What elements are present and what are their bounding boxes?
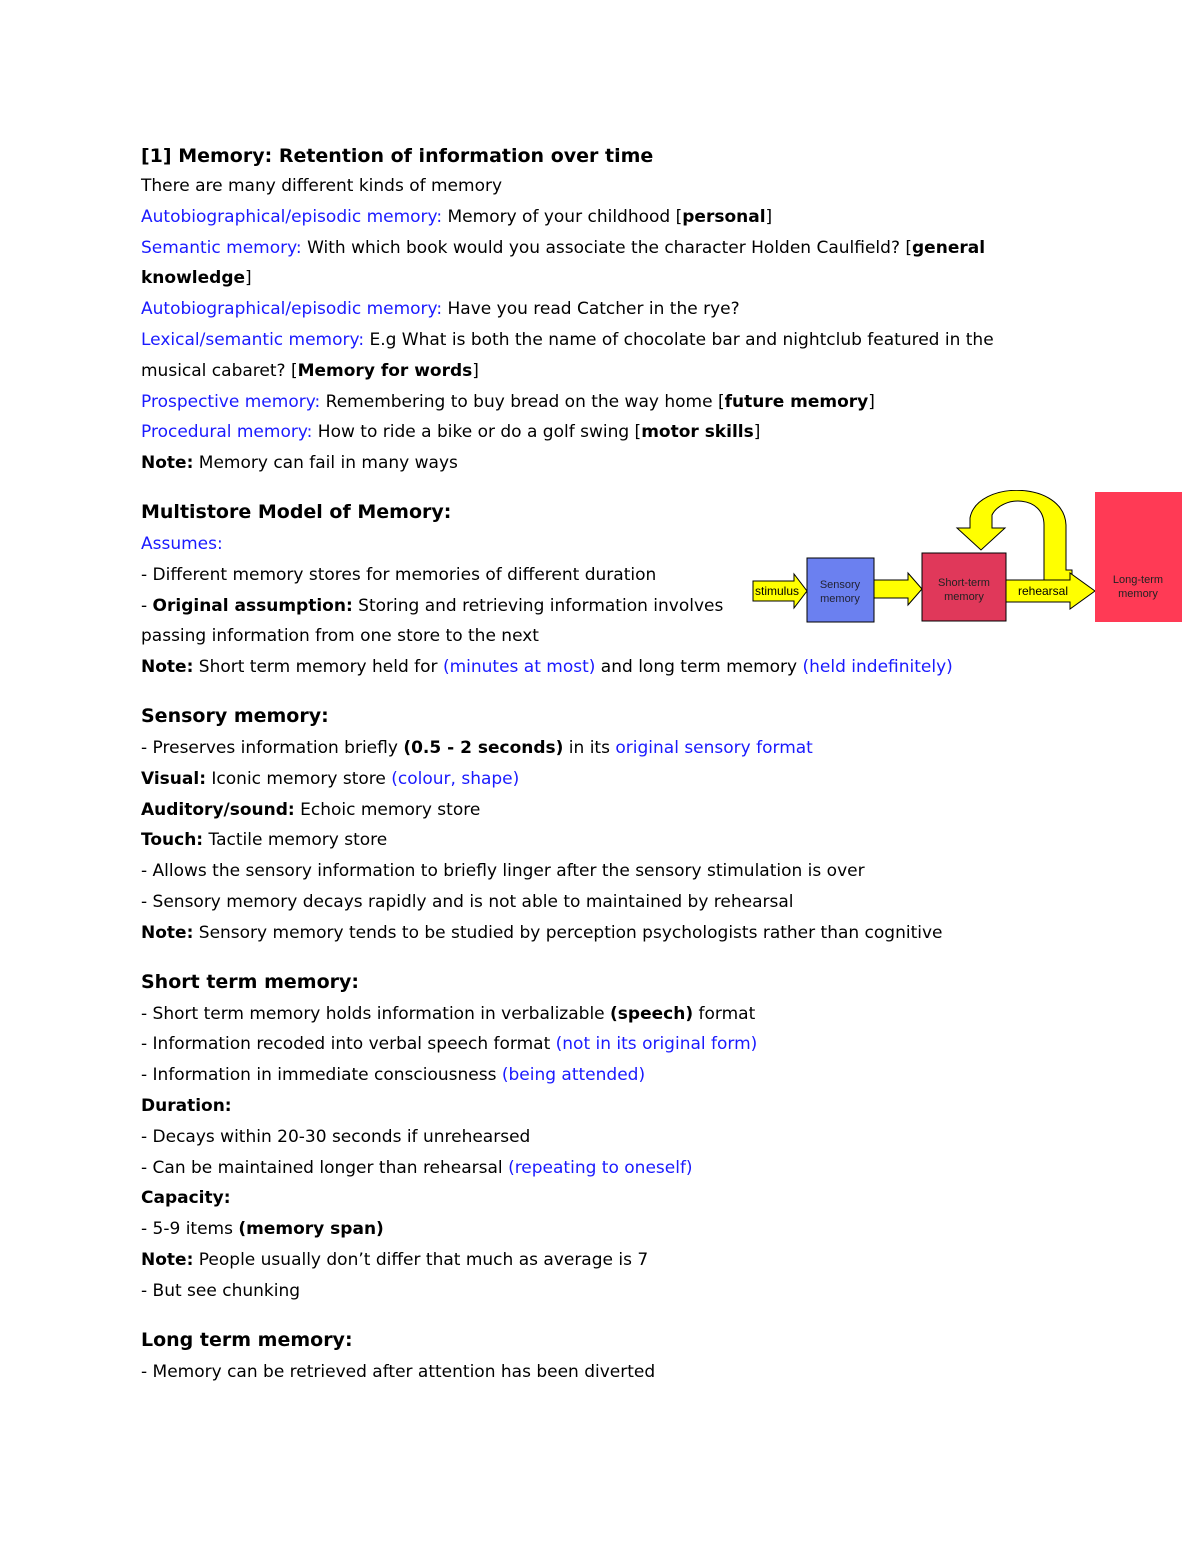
highlight: (not in its original form) bbox=[555, 1034, 758, 1055]
memory-type-text: Memory of your childhood bbox=[442, 206, 676, 227]
note-line bbox=[141, 1245, 1021, 1276]
duration-label-text: Duration: bbox=[141, 1095, 232, 1116]
intro-line: There are many different kinds of memory bbox=[141, 176, 503, 196]
text: - Preserves information briefly bbox=[141, 737, 404, 758]
memory-type-text: E.g What is both the name of chocolate bar and nightclub featured in the musical cabaret? bbox=[141, 329, 994, 381]
bracket: ] bbox=[765, 206, 773, 227]
duration-label bbox=[141, 1091, 1021, 1122]
memory-type-label: Procedural memory: bbox=[141, 422, 313, 443]
memory-type-tag: future memory bbox=[724, 391, 869, 412]
stm-line bbox=[141, 1060, 1021, 1091]
sensory-to-stm-arrow bbox=[874, 573, 922, 605]
ltm-line: - Memory can be retrieved after attention has been diverted bbox=[141, 1361, 656, 1382]
memory-type-label: Autobiographical/episodic memory: bbox=[141, 299, 443, 320]
memory-type-tag: motor skills bbox=[641, 422, 754, 443]
original-assumption-text: Storing and retrieving information involves passing information from one store to the next bbox=[141, 595, 724, 647]
memory-type-item bbox=[141, 294, 1021, 325]
bold-text: (memory span) bbox=[238, 1219, 384, 1240]
touch-label: Touch: bbox=[141, 830, 204, 851]
text: Tactile memory store bbox=[203, 830, 388, 851]
stimulus-label: stimulus bbox=[754, 584, 800, 598]
stm-line bbox=[141, 1029, 1021, 1060]
bracket: [ bbox=[290, 360, 298, 381]
note-line bbox=[141, 918, 1021, 949]
highlight: (repeating to oneself) bbox=[508, 1157, 693, 1178]
original-assumption-label: Original assumption: bbox=[152, 595, 353, 616]
sensory-label-line1: Sensory bbox=[819, 579, 861, 591]
bracket: ] bbox=[868, 391, 875, 412]
memory-type-label: Prospective memory: bbox=[141, 391, 321, 412]
dash: - bbox=[141, 595, 153, 616]
section-heading-multistore: Multistore Model of Memory: bbox=[141, 500, 452, 523]
note-highlight: (held indefinitely) bbox=[802, 657, 953, 678]
memory-type-item bbox=[141, 417, 1021, 448]
memory-type-item bbox=[141, 387, 1021, 418]
multistore-line: - Different memory stores for memories of different duration bbox=[141, 564, 657, 585]
memory-type-tag: personal bbox=[682, 206, 766, 227]
note-line bbox=[141, 652, 1021, 683]
bold-text: (speech) bbox=[610, 1003, 694, 1024]
note-label: Note: bbox=[141, 657, 194, 678]
multistore-line bbox=[141, 591, 731, 653]
memory-type-text: How to ride a bike or do a golf swing bbox=[312, 422, 635, 443]
visual-label: Visual: bbox=[141, 768, 207, 789]
text: Iconic memory store bbox=[206, 768, 392, 789]
stm-label-line2: memory bbox=[944, 591, 984, 603]
note-highlight: (minutes at most) bbox=[442, 657, 596, 678]
note-text: People usually don’t differ that much as average is 7 bbox=[193, 1249, 649, 1270]
ltm-label-line1: Long-term bbox=[1112, 574, 1164, 586]
sensory-line bbox=[141, 825, 1021, 856]
stm-line: - Decays within 20-30 seconds if unrehearsed bbox=[141, 1126, 531, 1147]
highlight: (being attended) bbox=[501, 1065, 646, 1086]
sensory-line bbox=[141, 764, 1021, 795]
memory-type-item bbox=[141, 202, 1021, 233]
sensory-line: - Allows the sensory information to briefly linger after the sensory stimulation is over bbox=[141, 861, 865, 882]
assumes-label: Assumes: bbox=[141, 533, 223, 554]
sensory-line: - Sensory memory decays rapidly and is not able to maintained by rehearsal bbox=[141, 891, 794, 912]
text: - Information recoded into verbal speech format bbox=[141, 1034, 556, 1055]
note-text: Sensory memory tends to be studied by perception psychologists rather than cognitive bbox=[193, 922, 943, 943]
note-text: Short term memory held for bbox=[193, 657, 443, 678]
memory-type-text: With which book would you associate the character Holden Caulfield? bbox=[301, 237, 906, 258]
sensory-line bbox=[141, 795, 1021, 826]
document-body bbox=[141, 141, 1021, 1387]
note-text: and long term memory bbox=[595, 657, 803, 678]
text: - Can be maintained longer than rehearsal bbox=[141, 1157, 509, 1178]
section-heading-ltm: Long term memory: bbox=[141, 1328, 353, 1351]
note-label: Note: bbox=[141, 1249, 194, 1270]
sensory-line bbox=[141, 733, 1021, 764]
memory-type-tag: Memory for words bbox=[297, 360, 473, 381]
text: - Short term memory holds information in verbalizable bbox=[141, 1003, 611, 1024]
stm-label-line1: Short-term bbox=[938, 577, 990, 589]
bracket: ] bbox=[245, 268, 252, 289]
rehearsal-label: rehearsal bbox=[1017, 584, 1069, 598]
stm-line bbox=[141, 999, 1021, 1030]
auditory-label: Auditory/sound: bbox=[141, 799, 295, 820]
ltm-label-line2: memory bbox=[1118, 588, 1158, 600]
sensory-label-line2: memory bbox=[820, 593, 860, 605]
memory-type-item bbox=[141, 233, 1021, 295]
memory-type-text: Have you read Catcher in the rye? bbox=[442, 299, 740, 320]
text: - 5-9 items bbox=[141, 1219, 239, 1240]
bracket: [ bbox=[717, 391, 725, 412]
capacity-label-text: Capacity: bbox=[141, 1188, 231, 1209]
capacity-label bbox=[141, 1183, 1021, 1214]
highlight: (colour, shape) bbox=[391, 768, 520, 789]
bracket: [ bbox=[675, 206, 683, 227]
memory-type-tag: general knowledge bbox=[141, 237, 986, 289]
note-text: Memory can fail in many ways bbox=[193, 453, 458, 474]
bold-text: (0.5 - 2 seconds) bbox=[403, 737, 564, 758]
note-line bbox=[141, 448, 1021, 479]
long-term-memory-box bbox=[1095, 492, 1182, 622]
stm-line: - But see chunking bbox=[141, 1280, 301, 1301]
section-heading-memory: [1] Memory: Retention of information over time bbox=[141, 145, 654, 167]
text: Echoic memory store bbox=[294, 799, 481, 820]
memory-type-text: Remembering to buy bread on the way home bbox=[320, 391, 718, 412]
memory-type-item bbox=[141, 325, 1021, 387]
text: in its bbox=[563, 737, 616, 758]
section-heading-stm: Short term memory: bbox=[141, 970, 359, 993]
text: - Information in immediate consciousness bbox=[141, 1065, 502, 1086]
section-heading-sensory: Sensory memory: bbox=[141, 704, 329, 727]
multistore-diagram bbox=[752, 490, 1184, 625]
memory-type-label: Autobiographical/episodic memory: bbox=[141, 206, 443, 227]
memory-type-label: Semantic memory: bbox=[141, 237, 302, 258]
bracket: [ bbox=[905, 237, 913, 258]
note-label: Note: bbox=[141, 922, 194, 943]
bracket: ] bbox=[753, 422, 761, 443]
text: format bbox=[693, 1003, 756, 1024]
note-label: Note: bbox=[141, 453, 194, 474]
stm-line bbox=[141, 1214, 1021, 1245]
highlight: original sensory format bbox=[615, 737, 813, 758]
stm-line bbox=[141, 1153, 1021, 1184]
memory-type-label: Lexical/semantic memory: bbox=[141, 329, 365, 350]
bracket: ] bbox=[472, 360, 479, 381]
bracket: [ bbox=[634, 422, 642, 443]
